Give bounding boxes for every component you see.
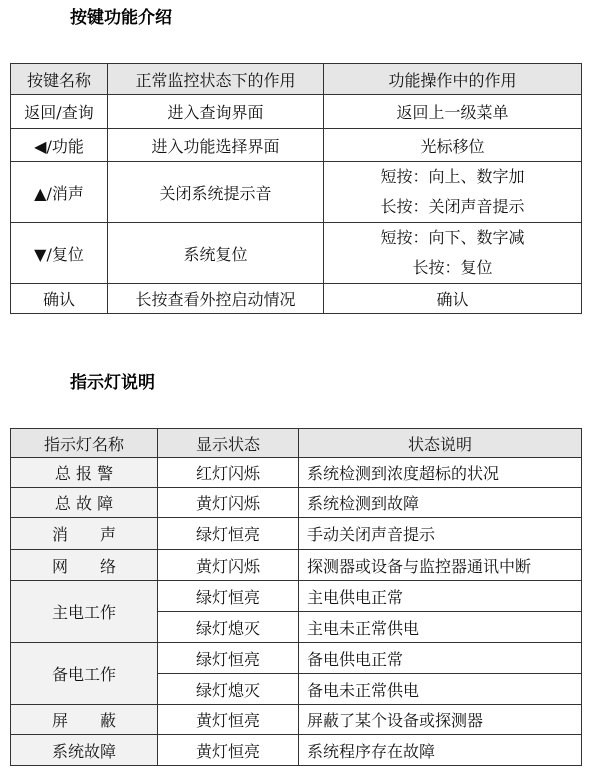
state-description-cell: 备电供电正常 — [299, 643, 582, 674]
indicator-name-cell: 备电工作 — [11, 643, 158, 705]
header-indicator-name: 指示灯名称 — [11, 429, 158, 458]
operation-function-cell: 确认 — [324, 284, 582, 314]
table-row — [11, 162, 582, 223]
display-state-cell: 绿灯恒亮 — [158, 518, 299, 550]
indicator-name-cell: 屏 蔽 — [11, 705, 158, 735]
state-description-cell: 系统程序存在故障 — [299, 735, 582, 766]
indicator-name-cell: 主电工作 — [11, 581, 158, 643]
table-row — [11, 223, 582, 284]
state-description-cell: 主电供电正常 — [299, 581, 582, 612]
normal-function-cell: 系统复位 — [108, 223, 324, 284]
operation-function-cell: 返回上一级菜单 — [324, 95, 582, 129]
state-description-cell: 备电未正常供电 — [299, 674, 582, 705]
indicator-light-table — [10, 428, 582, 766]
key-name-cell: ▼/复位 — [11, 223, 108, 284]
display-state-cell: 黄灯恒亮 — [158, 705, 299, 735]
table-row — [11, 705, 582, 735]
state-description-cell: 屏蔽了某个设备或探测器 — [299, 705, 582, 735]
state-description-cell: 探测器或设备与监控器通讯中断 — [299, 550, 582, 581]
normal-function-cell: 进入功能选择界面 — [108, 129, 324, 162]
header-normal-function: 正常监控状态下的作用 — [108, 64, 324, 95]
display-state-cell: 黄灯恒亮 — [158, 735, 299, 766]
state-description-cell: 手动关闭声音提示 — [299, 518, 582, 550]
table-row — [11, 458, 582, 488]
header-operation-function: 功能操作中的作用 — [324, 64, 582, 95]
display-state-cell: 黄灯闪烁 — [158, 488, 299, 518]
table-row — [11, 550, 582, 581]
table-row — [11, 643, 582, 674]
state-description-cell: 系统检测到故障 — [299, 488, 582, 518]
table-header-row — [11, 64, 582, 95]
normal-function-cell: 进入查询界面 — [108, 95, 324, 129]
display-state-cell: 红灯闪烁 — [158, 458, 299, 488]
table-row — [11, 129, 582, 162]
key-name-cell: ▲/消声 — [11, 162, 108, 223]
table-row — [11, 284, 582, 314]
display-state-cell: 绿灯恒亮 — [158, 643, 299, 674]
header-state-description: 状态说明 — [299, 429, 582, 458]
key-section-title: 按键功能介绍 — [70, 8, 172, 28]
indicator-name-cell: 总 故 障 — [11, 488, 158, 518]
indicator-name-cell: 消 声 — [11, 518, 158, 550]
key-name-cell: ◀/功能 — [11, 129, 108, 162]
state-description-cell: 主电未正常供电 — [299, 612, 582, 643]
operation-line: 长按：复位 — [412, 258, 493, 277]
table-row — [11, 95, 582, 129]
indicator-name-cell: 总 报 警 — [11, 458, 158, 488]
table-row — [11, 735, 582, 766]
operation-function-cell — [324, 162, 582, 223]
operation-function-cell: 光标移位 — [324, 129, 582, 162]
state-description-cell: 系统检测到浓度超标的状况 — [299, 458, 582, 488]
indicator-name-cell: 系统故障 — [11, 735, 158, 766]
table-row — [11, 488, 582, 518]
operation-line: 短按：向上、数字加 — [380, 167, 525, 186]
table-row — [11, 581, 582, 612]
operation-line: 短按：向下、数字减 — [380, 228, 525, 247]
table-header-row — [11, 429, 582, 458]
display-state-cell: 绿灯恒亮 — [158, 581, 299, 612]
normal-function-cell: 关闭系统提示音 — [108, 162, 324, 223]
header-display-state: 显示状态 — [158, 429, 299, 458]
indicator-name-cell: 网 络 — [11, 550, 158, 581]
header-key-name: 按键名称 — [11, 64, 108, 95]
operation-line: 长按：关闭声音提示 — [380, 197, 525, 216]
indicator-section-title: 指示灯说明 — [70, 373, 155, 393]
key-name-cell: 确认 — [11, 284, 108, 314]
key-name-cell: 返回/查询 — [11, 95, 108, 129]
normal-function-cell: 长按查看外控启动情况 — [108, 284, 324, 314]
operation-function-cell — [324, 223, 582, 284]
key-function-table — [10, 63, 582, 314]
display-state-cell: 黄灯闪烁 — [158, 550, 299, 581]
display-state-cell: 绿灯熄灭 — [158, 612, 299, 643]
display-state-cell: 绿灯熄灭 — [158, 674, 299, 705]
table-row — [11, 518, 582, 550]
